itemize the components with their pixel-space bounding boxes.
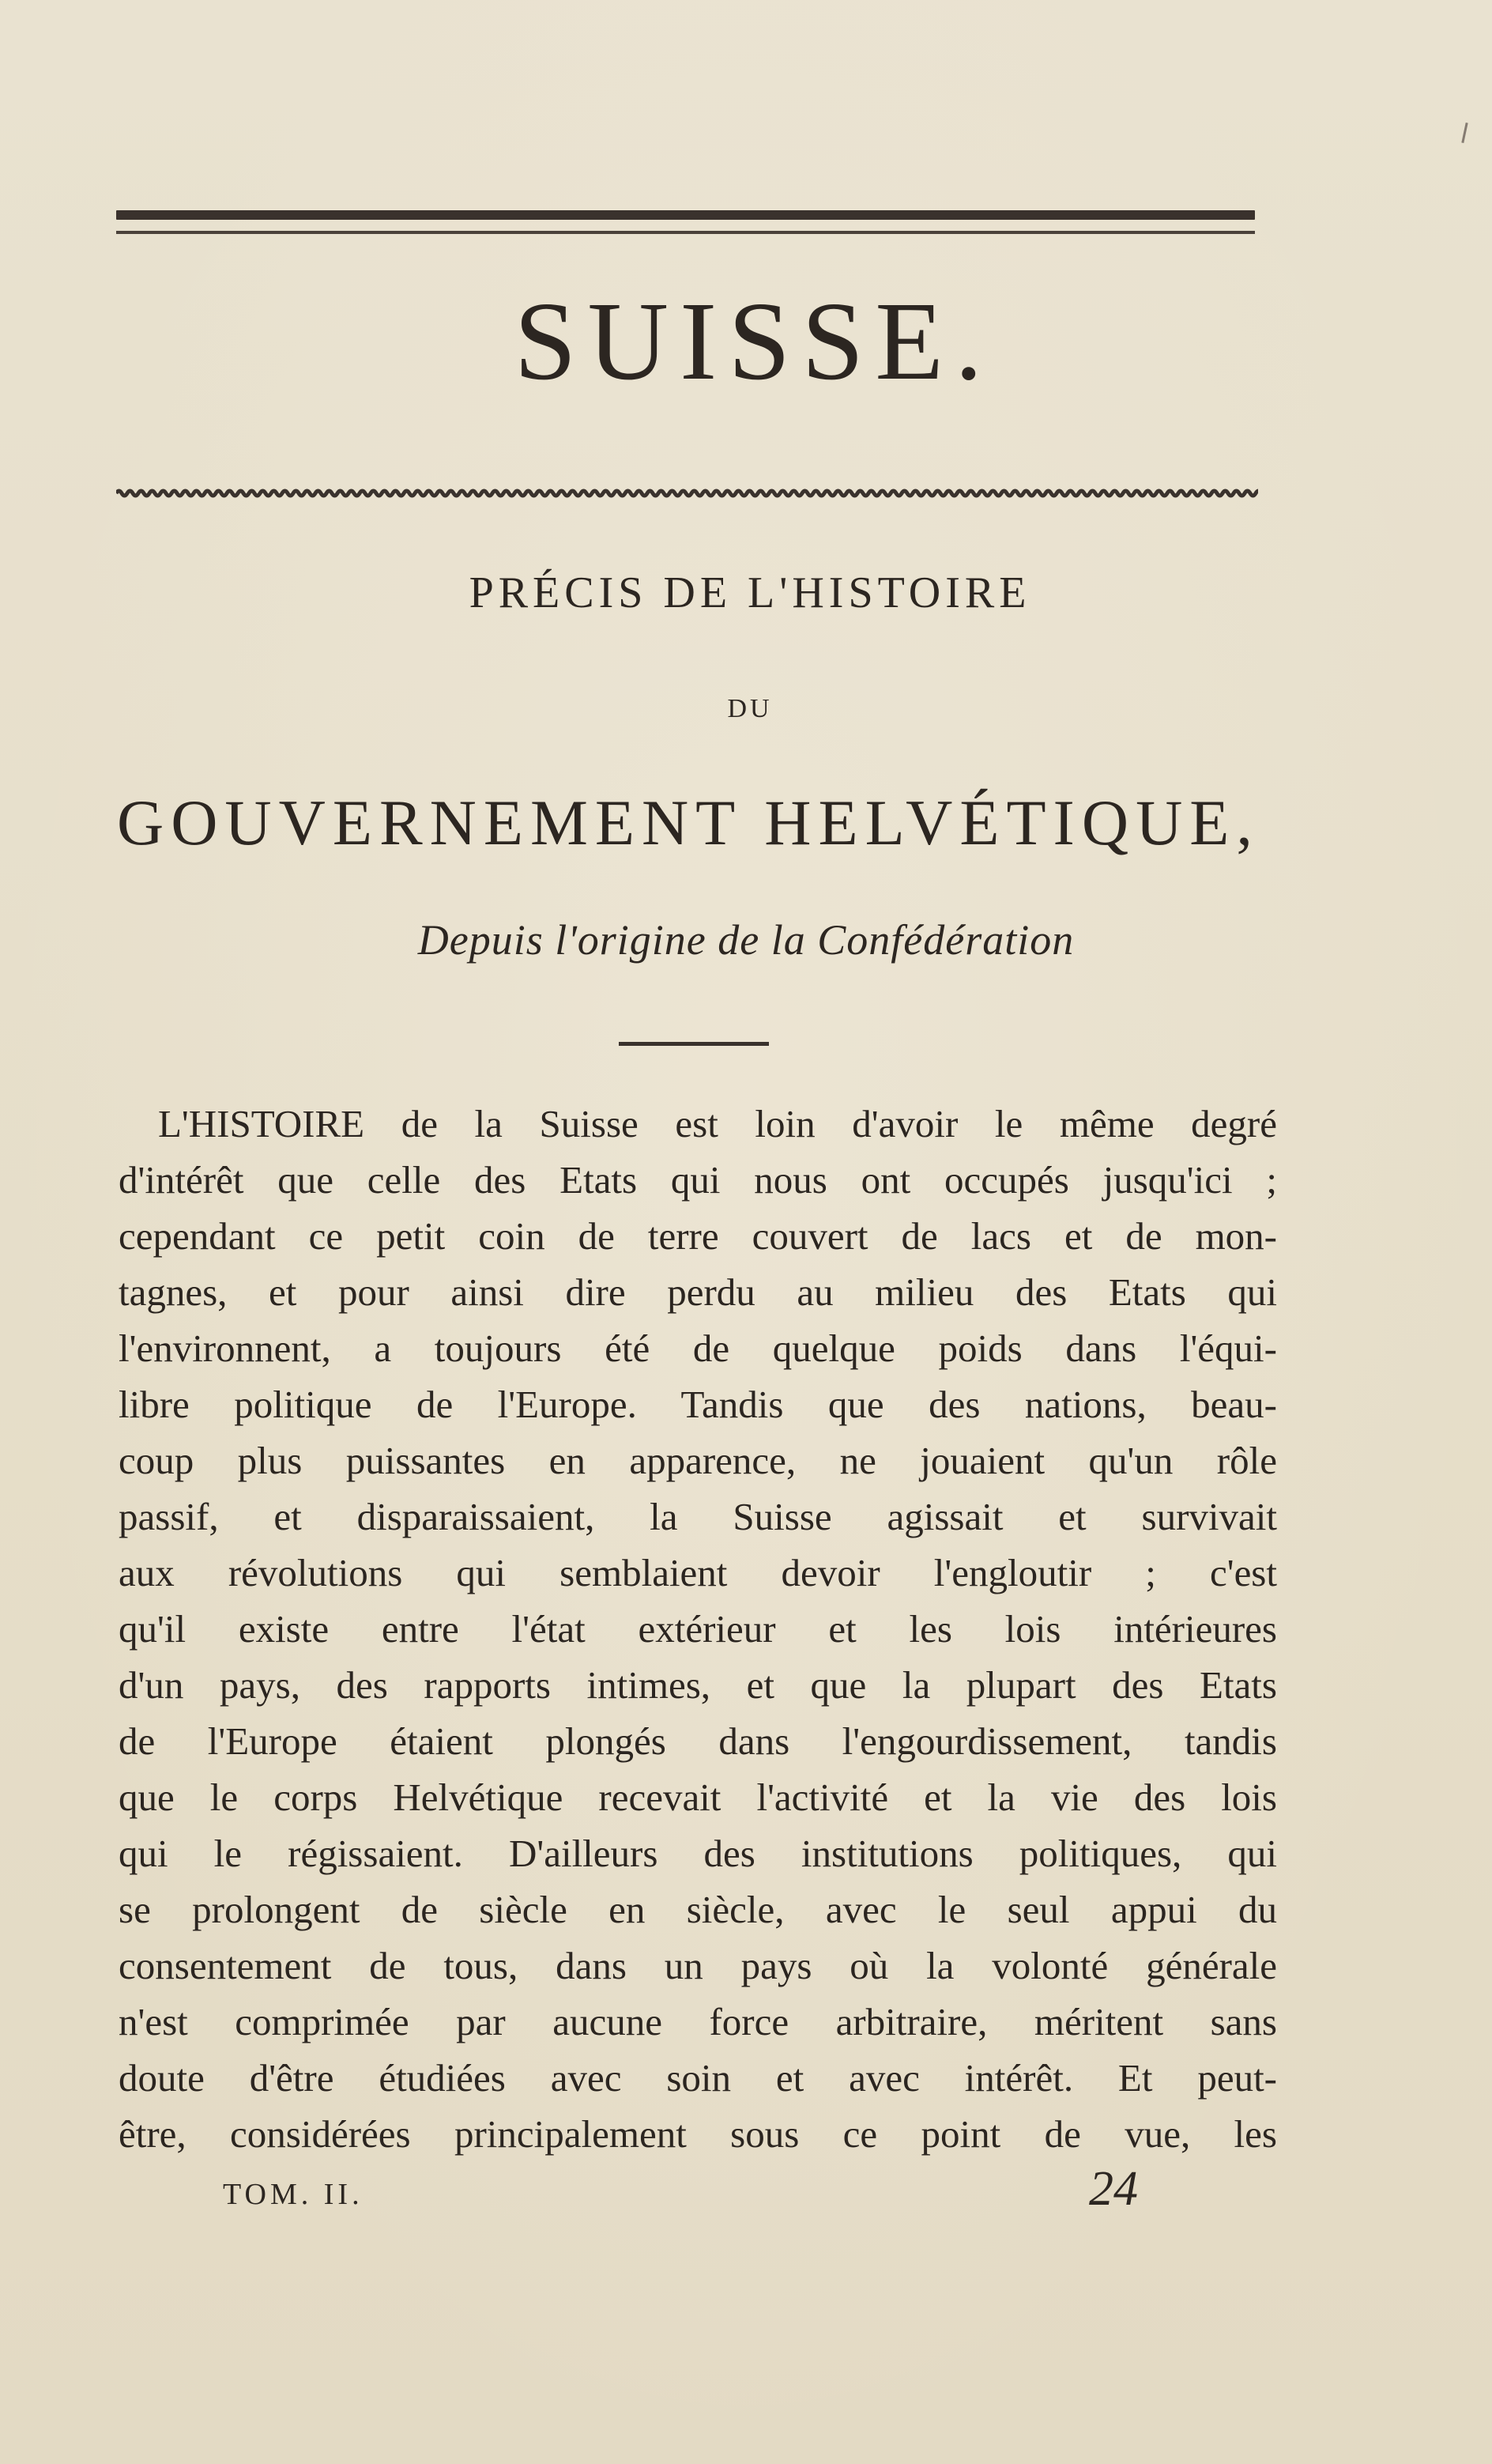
top-rule-thin — [116, 231, 1255, 234]
heading-du: DU — [727, 694, 773, 723]
chapter-title: SUISSE. — [514, 278, 994, 403]
text-line: doute d'être étudiées avec soin et avec intérêt. Et peut- — [119, 2056, 1277, 2100]
text-line: aux révolutions qui semblaient devoir l'engloutir ; c'est — [119, 1551, 1277, 1594]
text-line: être, considérées principalement sous ce point de vue, les — [119, 2112, 1277, 2156]
page-number: 24 — [1089, 2162, 1138, 2216]
text-line: consentement de tous, dans un pays où la volonté générale — [119, 1944, 1277, 1987]
text-line: qu'il existe entre l'état extérieur et les lois intérieures — [119, 1607, 1277, 1651]
text-line: qui le régissaient. D'ailleurs des institutions politiques, qui — [119, 1832, 1277, 1875]
text-line: de l'Europe étaient plongés dans l'engourdissement, tandis — [119, 1719, 1277, 1763]
text-line: l'environnent, a toujours été de quelque poids dans l'équi- — [119, 1326, 1277, 1370]
signature-mark: TOM. II. — [223, 2178, 364, 2211]
heading-subtitle: Depuis l'origine de la Confédération — [417, 916, 1075, 964]
text-line: passif, et disparaissaient, la Suisse agissait et survivait — [119, 1495, 1277, 1538]
body-text — [119, 1096, 1277, 2162]
top-rule-thick — [116, 210, 1255, 220]
ornamental-wavy-rule — [116, 479, 1258, 508]
section-divider — [619, 1042, 769, 1046]
text-line: libre politique de l'Europe. Tandis que des nations, beau- — [119, 1383, 1277, 1426]
text-line: que le corps Helvétique recevait l'activité et la vie des lois — [119, 1775, 1277, 1819]
margin-mark — [1461, 123, 1468, 143]
text-line: d'un pays, des rapports intimes, et que la plupart des Etats — [119, 1663, 1277, 1707]
text-line: n'est comprimée par aucune force arbitraire, méritent sans — [119, 2000, 1277, 2043]
heading-gouvernement: GOUVERNEMENT HELVÉTIQUE, — [117, 787, 1260, 858]
text-line: tagnes, et pour ainsi dire perdu au milieu des Etats qui — [119, 1270, 1277, 1314]
text-line: L'HISTOIRE de la Suisse est loin d'avoir le même degré — [158, 1102, 1277, 1145]
text-line: se prolongent de siècle en siècle, avec le seul appui du — [119, 1888, 1277, 1931]
text-line: d'intérêt que celle des Etats qui nous ont occupés jusqu'ici ; — [119, 1158, 1277, 1202]
text-line: cependant ce petit coin de terre couvert de lacs et de mon- — [119, 1214, 1277, 1258]
text-line: coup plus puissantes en apparence, ne jouaient qu'un rôle — [119, 1439, 1277, 1482]
heading-precis: PRÉCIS DE L'HISTOIRE — [469, 568, 1031, 617]
